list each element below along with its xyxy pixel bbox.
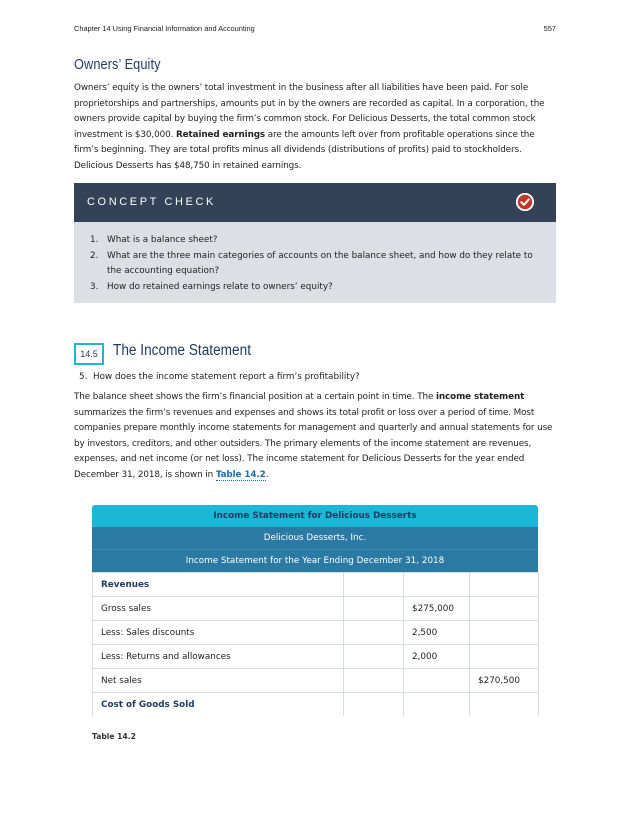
table-cell: Cost of Goods Sold — [93, 693, 344, 717]
list-item — [90, 280, 544, 296]
table-title: Income Statement for Delicious Desserts — [92, 505, 538, 527]
chapter-title: Chapter 14 Using Financial Information and Accounting — [74, 24, 255, 33]
item-number: 3. — [90, 281, 99, 292]
objective-text: How does the income statement report a firm’s profitability? — [93, 372, 360, 382]
table-cell: $270,500 — [470, 669, 539, 693]
item-text: What is a balance sheet? — [107, 235, 218, 245]
section-title: The Income Statement — [113, 342, 251, 359]
table-cell: 2,500 — [404, 621, 470, 645]
section-number-badge: 14.5 — [74, 343, 104, 365]
key-term: income statement — [435, 392, 525, 402]
list-item — [90, 233, 544, 249]
table-cell: Less: Returns and allowances — [93, 645, 344, 669]
table-cell: Less: Sales discounts — [93, 621, 344, 645]
concept-check-list — [90, 233, 544, 295]
table-cell — [470, 645, 539, 669]
table-period: Income Statement for the Year Ending December 31, 2018 — [92, 549, 538, 572]
table-cell — [344, 693, 404, 717]
learning-objective — [79, 372, 360, 382]
table-cell — [470, 573, 539, 597]
table-cell — [344, 573, 404, 597]
table-row — [93, 597, 539, 621]
owners-equity-paragraph — [74, 81, 560, 175]
table-cell — [344, 669, 404, 693]
item-text: How do retained earnings relate to owners’ equity? — [107, 281, 333, 292]
table-cell: Gross sales — [93, 597, 344, 621]
income-statement-table — [92, 505, 538, 716]
paragraph-text: . — [265, 469, 269, 480]
table-cell — [470, 597, 539, 621]
concept-check-box — [74, 183, 556, 303]
table-cell — [344, 597, 404, 621]
table-body — [92, 572, 539, 716]
table-cell — [470, 693, 539, 717]
table-cell — [404, 669, 470, 693]
table-row — [93, 669, 539, 693]
concept-check-header — [74, 183, 556, 222]
table-cell: 2,000 — [404, 645, 470, 669]
page-header — [74, 24, 556, 38]
paragraph-text: Owners’ equity is the owners’ total investment in the business after all liabilities have been paid. For sole proprietorships and partnerships, amounts put in by the owners are recorded as capital. In a corporation, the owners provide capital by buying the firm’s common stock. For Delicious Desserts, the total common stock investment is $30,000. — [74, 83, 545, 140]
page-number: 557 — [543, 24, 556, 33]
key-term: Retained earnings — [175, 129, 266, 140]
item-text: What are the three main categories of accounts on the balance sheet, and how do they relate to the accounting equation? — [107, 250, 533, 277]
table-cell — [404, 693, 470, 717]
owners-equity-heading: Owners’ Equity — [74, 57, 161, 73]
table-company: Delicious Desserts, Inc. — [92, 527, 538, 549]
table-row — [93, 693, 539, 717]
table-cell — [404, 573, 470, 597]
table-cell: $275,000 — [404, 597, 470, 621]
table-reference-link[interactable]: Table 14.2 — [215, 469, 266, 480]
objective-number: 5. — [79, 372, 88, 382]
paragraph-text: are the amounts left over from profitable operations since the firm’s beginning. They are total profits minus all dividends (distributions of profits) paid to stockholders. Delicious Desserts has $48,750 in retained earnings. — [74, 129, 535, 171]
table-cell — [344, 621, 404, 645]
table-cell — [344, 645, 404, 669]
table-cell — [470, 621, 539, 645]
table-row — [93, 573, 539, 597]
paragraph-text: summarizes the firm’s revenues and expenses and shows its total profit or loss over a period of time. Most companies prepare monthly income statements for management and quarterly and annual statements for use by investors, creditors, and other outsiders. The primary elements of the income statement are revenues, expenses, and net income (or net loss). The income statement for Delicious Desserts for the year ended December 31, 2018, is shown in — [74, 407, 553, 480]
concept-check-title: CONCEPT CHECK — [87, 196, 216, 208]
item-number: 1. — [90, 235, 99, 245]
income-statement-paragraph — [74, 390, 560, 484]
item-number: 2. — [90, 250, 99, 261]
list-item — [90, 249, 544, 280]
table-row — [93, 621, 539, 645]
checkmark-icon — [516, 193, 534, 211]
table-row — [93, 645, 539, 669]
table-cell: Revenues — [93, 573, 344, 597]
table-caption: Table 14.2 — [92, 732, 136, 741]
table-cell: Net sales — [93, 669, 344, 693]
paragraph-text: The balance sheet shows the firm’s financial position at a certain point in time. The — [74, 392, 436, 402]
